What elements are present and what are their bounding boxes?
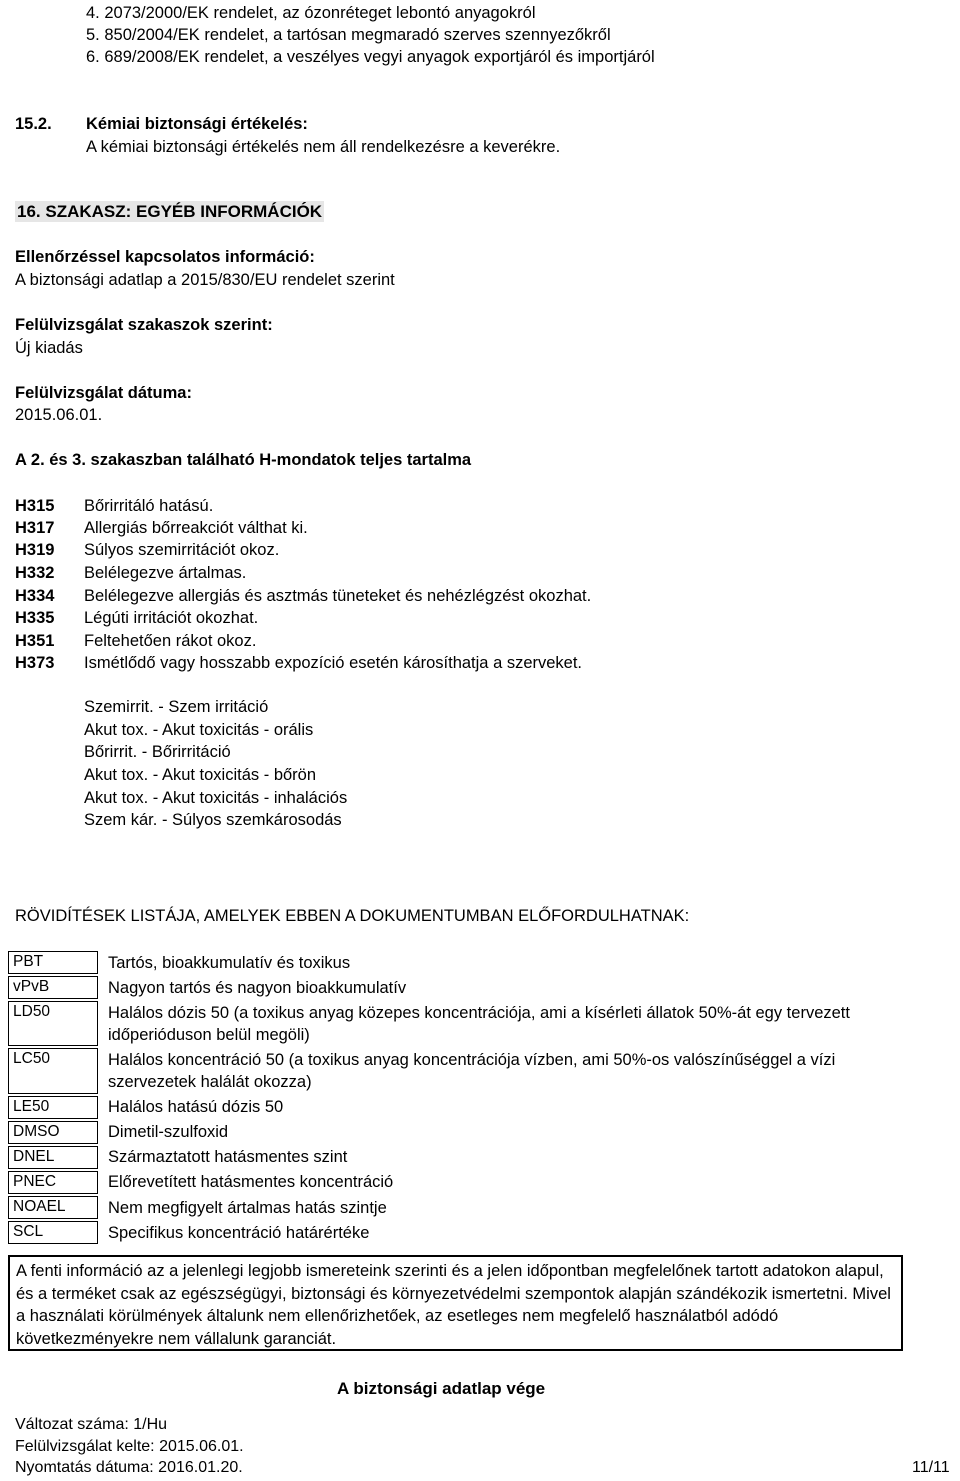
section-title	[15, 202, 324, 222]
footer-version: Változat száma: 1/Hu	[15, 1416, 168, 1433]
h-statement-row	[15, 541, 915, 563]
footer-revision-date: Felülvizsgálat kelte: 2015.06.01.	[15, 1438, 244, 1455]
h-statements-heading: A 2. és 3. szakaszban található H-mondatok teljes tartalma	[15, 451, 472, 469]
abbreviations-title: RÖVIDÍTÉSEK LISTÁJA, AMELYEK EBBEN A DOKUMENTUMBAN ELŐFORDULHATNAK:	[15, 907, 690, 925]
abbreviation-row	[9, 1002, 880, 1046]
abbreviation-row	[9, 1096, 880, 1118]
h-statement-row	[15, 609, 915, 631]
h-code: H335	[15, 609, 55, 627]
h-text: Allergiás bőrreakciót válthat ki.	[84, 519, 308, 537]
subsection-text: A kémiai biztonsági értékelés nem áll rendelkezésre a keverékre.	[86, 138, 561, 156]
control-info-label: Ellenőrzéssel kapcsolatos információ:	[15, 248, 315, 266]
h-statement-row	[15, 519, 915, 541]
h-code: H317	[15, 519, 55, 537]
abbreviation-row	[9, 1121, 880, 1143]
h-statement-row	[15, 654, 915, 676]
abbreviation-value: Specifikus koncentráció határértéke	[108, 1223, 370, 1242]
abbreviation-row	[9, 1049, 880, 1093]
h-statement-row	[15, 587, 915, 609]
abbreviation-value: Tartós, bioakkumulatív és toxikus	[108, 953, 351, 972]
abbreviation-value: Előrevetített hatásmentes koncentráció	[108, 1173, 394, 1192]
h-code: H332	[15, 564, 55, 582]
control-info-text: A biztonsági adatlap a 2015/830/EU rendelet szerint	[15, 271, 395, 289]
abbreviation-key: LC50	[9, 1049, 98, 1093]
abbreviation-value: Halálos dózis 50 (a toxikus anyag közepes koncentrációja, ami a kísérleti állatok 50%-át egy tervezett időperióduson belül megöli)	[108, 1003, 850, 1044]
h-code: H351	[15, 632, 55, 650]
abbreviation-value: Származtatott hatásmentes szint	[108, 1148, 348, 1167]
hazard-class-item: Akut tox. - Akut toxicitás - inhalációs	[84, 789, 348, 807]
abbreviation-row	[9, 952, 880, 974]
regulation-item: 5. 850/2004/EK rendelet, a tartósan megmaradó szerves szennyezőkről	[86, 26, 611, 44]
section-title-text: 16. SZAKASZ: EGYÉB INFORMÁCIÓK	[17, 202, 323, 221]
abbreviation-row	[9, 1222, 880, 1244]
h-statement-row	[15, 497, 915, 519]
end-title: A biztonsági adatlap vége	[337, 1379, 546, 1398]
disclaimer-box	[8, 1255, 903, 1351]
abbreviation-key: NOAEL	[9, 1197, 98, 1219]
hazard-class-item: Szemirrit. - Szem irritáció	[84, 698, 269, 716]
abbreviation-key: PNEC	[9, 1171, 98, 1193]
regulation-item: 4. 2073/2000/EK rendelet, az ózonréteget lebontó anyagokról	[86, 4, 536, 22]
h-code: H373	[15, 654, 55, 672]
abbreviation-value: Dimetil-szulfoxid	[108, 1123, 229, 1142]
revision-sections-label: Felülvizsgálat szakaszok szerint:	[15, 316, 273, 334]
abbreviation-key: DNEL	[9, 1146, 98, 1168]
abbreviation-key: DMSO	[9, 1121, 98, 1143]
revision-sections-value: Új kiadás	[15, 339, 83, 357]
hazard-class-item: Bőrirrit. - Bőrirritáció	[84, 743, 231, 761]
disclaimer-text: A fenti információ az a jelenlegi legjobb ismereteink szerinti és a jelen időpontban megfelelőnek tartott adatokon alapul, és a terméket csak az egészségügyi, biztonsági és környezetvédelmi szempontok alapján szándékozik ismertetni. Mivel a használati körülmények általunk nem ellenőrizhetőek, az esetleges nem megfelelő használatból adódó következményekre nem vállalunk garanciát.	[16, 1262, 891, 1348]
abbreviation-value: Nagyon tartós és nagyon bioakkumulatív	[108, 978, 407, 997]
abbreviations-table	[8, 951, 880, 1244]
abbreviation-key: LE50	[9, 1096, 98, 1118]
h-statement-row	[15, 564, 915, 586]
subsection-title: Kémiai biztonsági értékelés:	[86, 115, 308, 133]
abbreviation-key: SCL	[9, 1222, 98, 1244]
abbreviation-row	[9, 1171, 880, 1193]
revision-date-label: Felülvizsgálat dátuma:	[15, 384, 192, 402]
hazard-class-item: Szem kár. - Súlyos szemkárosodás	[84, 811, 342, 829]
h-text: Ismétlődő vagy hosszabb expozíció esetén károsíthatja a szerveket.	[84, 654, 583, 672]
h-text: Feltehetően rákot okoz.	[84, 632, 257, 650]
h-text: Belélegezve allergiás és asztmás tüneteket és nehézlégzést okozhat.	[84, 587, 592, 605]
abbreviation-value: Halálos hatású dózis 50	[108, 1098, 284, 1117]
h-text: Súlyos szemirritációt okoz.	[84, 541, 280, 559]
abbreviation-key: PBT	[9, 952, 98, 974]
h-text: Bőrirritáló hatású.	[84, 497, 214, 515]
h-statement-row	[15, 632, 915, 654]
abbreviation-row	[9, 1146, 880, 1168]
h-code: H334	[15, 587, 55, 605]
abbreviation-value: Nem megfigyelt ártalmas hatás szintje	[108, 1198, 387, 1217]
h-code: H315	[15, 497, 55, 515]
subsection-number: 15.2.	[15, 115, 52, 133]
hazard-class-item: Akut tox. - Akut toxicitás - orális	[84, 721, 314, 739]
h-text: Légúti irritációt okozhat.	[84, 609, 259, 627]
abbreviation-key: LD50	[9, 1002, 98, 1046]
h-code: H319	[15, 541, 55, 559]
hazard-class-item: Akut tox. - Akut toxicitás - bőrön	[84, 766, 317, 784]
page-number: 11/11	[912, 1459, 950, 1476]
abbreviation-row	[9, 977, 880, 999]
h-text: Belélegezve ártalmas.	[84, 564, 247, 582]
regulation-item: 6. 689/2008/EK rendelet, a veszélyes vegyi anyagok exportjáról és importjáról	[86, 48, 655, 66]
abbreviation-value: Halálos koncentráció 50 (a toxikus anyag koncentrációja vízben, ami 50%-os valószínűséggel a vízi szervezetek halálát okozza)	[108, 1050, 836, 1092]
footer-print-date: Nyomtatás dátuma: 2016.01.20.	[15, 1459, 243, 1476]
abbreviation-row	[9, 1197, 880, 1219]
abbreviation-key: vPvB	[9, 977, 98, 999]
revision-date-value: 2015.06.01.	[15, 406, 103, 424]
